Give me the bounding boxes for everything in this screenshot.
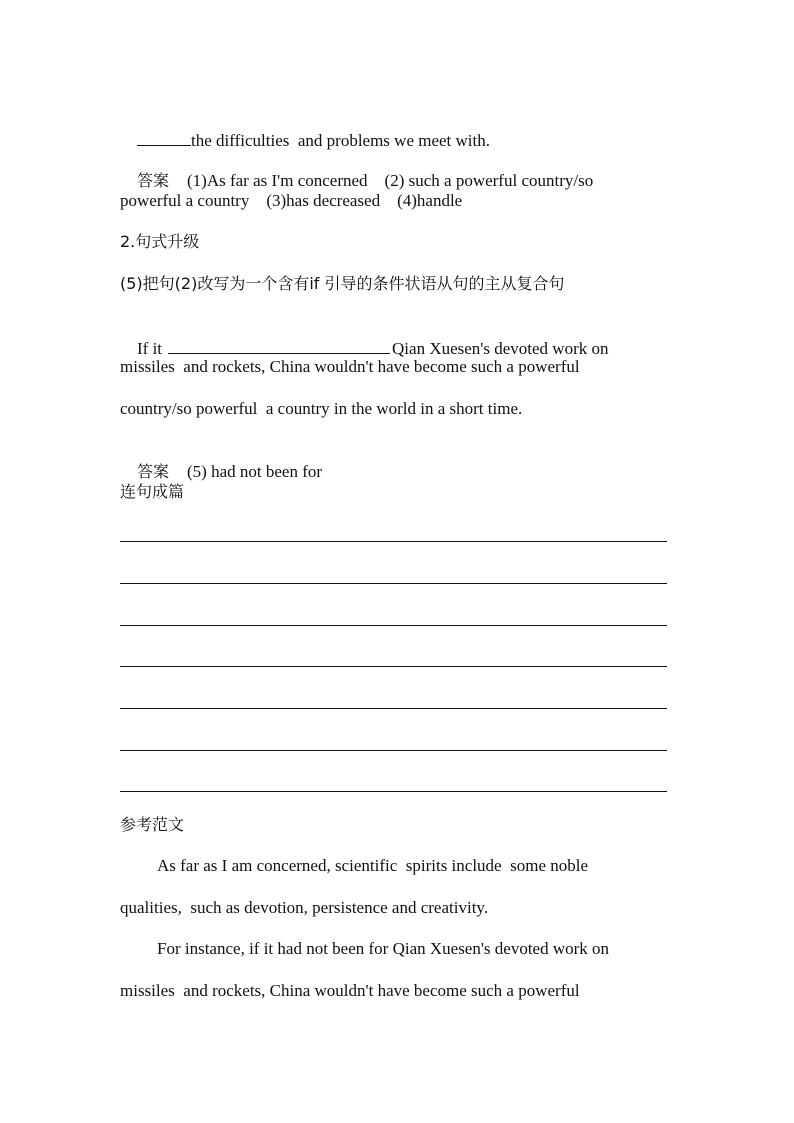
question-5-line-2: missiles and rockets, China wouldn't have become such a powerful (120, 357, 580, 376)
writing-line (120, 750, 667, 751)
essay-paragraph-2-line-2: missiles and rockets, China wouldn't have become such a powerful (120, 981, 580, 1000)
answer-text: (1)As far as I'm concerned (2) such a powerful country/so (187, 171, 594, 190)
sentence-text: the difficulties and problems we meet with. (191, 131, 491, 150)
answer-text: (5) had not been for (187, 462, 323, 481)
section-title-2: 2.句式升级 (120, 232, 200, 251)
answer-blank (137, 128, 191, 146)
answer-label: 答案 (137, 462, 170, 481)
essay-paragraph-1-line-1: As far as I am concerned, scientific spirits include some noble (157, 856, 589, 875)
writing-line (120, 583, 667, 584)
question-suffix: Qian Xuesen's devoted work on (392, 339, 609, 358)
section-title-3: 连句成篇 (120, 482, 185, 501)
answer-continuation: powerful a country (3)has decreased (4)handle (120, 191, 463, 210)
question-5-line-3: country/so powerful a country in the world in a short time. (120, 399, 523, 418)
question-prefix: If it (137, 339, 163, 358)
task-instruction: (5)把句(2)改写为一个含有if 引导的条件状语从句的主从复合句 (120, 274, 565, 293)
answer-label: 答案 (137, 171, 170, 190)
essay-paragraph-2-line-1: For instance, if it had not been for Qian Xuesen's devoted work on (157, 939, 610, 958)
reference-title: 参考范文 (120, 815, 185, 834)
answer-blank-long (168, 336, 390, 354)
essay-paragraph-1-line-2: qualities, such as devotion, persistence and creativity. (120, 898, 489, 917)
writing-line (120, 625, 667, 626)
writing-line (120, 791, 667, 792)
writing-line (120, 708, 667, 709)
writing-line (120, 541, 667, 542)
writing-line (120, 666, 667, 667)
